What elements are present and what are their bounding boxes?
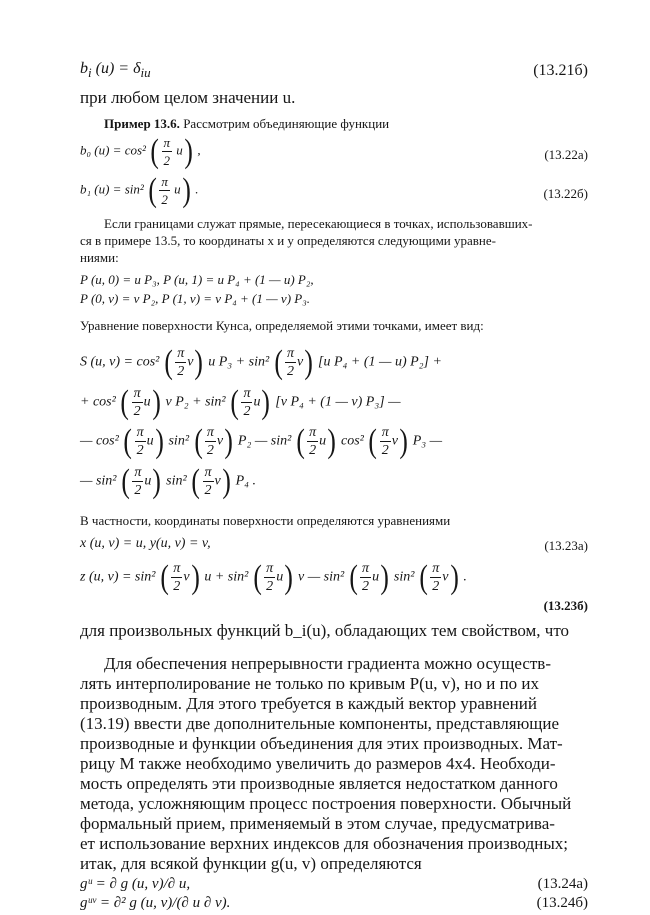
paragraph-line: производные и функции объединения для этих производных. Мат-: [80, 734, 563, 753]
equation-number: (13.24б): [536, 895, 588, 911]
paragraph-line: формальный прием, применяемый в этом случае, предусматрива-: [80, 814, 555, 833]
text-line: для произвольных функций b_i(u), обладающих тем свойством, что: [80, 621, 570, 640]
paragraph-line: Для обеспечения непрерывности градиента можно осуществ-: [104, 654, 551, 673]
equation-13-22b: b₁ (u) = sin² ( $\frac{\pi}{2}$ u) .: [80, 171, 199, 209]
paragraph-line: метода, усложняющим процесс построения поверхности. Обычный: [80, 794, 572, 813]
paragraph-line: лять интерполирование не только по кривым P(u, v), но и по их: [80, 674, 540, 693]
example-text: Рассмотрим объединяющие функции: [179, 116, 390, 131]
equation-13-23b: z (u, v) = sin² ( $\frac{\pi}{2}$ v) u + sin² ( $\frac{\pi}{2}$ u) v — sin² ( $\frac{\pi}{2}$ u) sin² ( $\frac{\pi}{2}$ v) .: [80, 558, 467, 596]
equation-13-23a: x (u, v) = u, y(u, v) = v,: [80, 536, 211, 551]
eq-text: b: [80, 60, 88, 77]
eq-subscript: i: [88, 65, 92, 81]
text-line: Если границами служат прямые, пересекающиеся в точках, использовавших-: [104, 216, 533, 231]
coons-line-4: — sin² ( $\frac{\pi}{2}$ u) sin² ( $\frac{\pi}{2}$ v) P₄ .: [80, 462, 257, 500]
equation-13-22a: b₀ (u) = cos² ( $\frac{\pi}{2}$ u) ,: [80, 132, 201, 170]
text-line: ся в примере 13.5, то координаты x и y определяются следующими уравне-: [80, 233, 496, 248]
boundary-equation: P (0, v) = v P₂, P (1, v) = v P₄ + (1 — v) P₃.: [80, 291, 310, 306]
equation-13-21b: [80, 60, 151, 81]
paragraph-line: ет использование верхних индексов для обозначения производных;: [80, 834, 569, 853]
eq-text: δ: [133, 60, 141, 77]
eq-text: u: [174, 181, 181, 197]
fraction: $\frac{\pi}{2}$: [163, 135, 171, 168]
paragraph-line: мость определять эти производные является недостатком данного: [80, 774, 558, 793]
eq-text: .: [191, 181, 199, 197]
text-line: при любом целом значении u.: [80, 88, 296, 107]
paragraph-line: итак, для всякой функции g(u, v) определяются: [80, 854, 422, 873]
paragraph-line: производным. Для этого требуется в каждый вектор уравнений: [80, 694, 537, 713]
example-heading: [104, 116, 389, 132]
equation-number: (13.23а): [544, 538, 588, 553]
eq-text: b₁ (u) = sin²: [80, 181, 144, 197]
eq-text: ,: [194, 142, 201, 158]
text-line: ниями:: [80, 250, 119, 265]
equation-13-24a: gᵘ = ∂ g (u, v)/∂ u,: [80, 876, 191, 892]
fraction: $\frac{\pi}{2}$: [161, 174, 168, 207]
text-line: В частности, координаты поверхности определяются уравнениями: [80, 513, 451, 528]
eq-text: u: [176, 142, 183, 158]
paragraph-line: рицу M также необходимо увеличить до размеров 4х4. Необходи-: [80, 754, 556, 773]
coons-line-1: S (u, v) = cos² ( $\frac{\pi}{2}$ v) u P₃ + sin² ( $\frac{\pi}{2}$ v) [u P₄ + (1 — u) P₂] +: [80, 343, 442, 381]
equation-number: (13.21б): [533, 62, 588, 79]
equation-number: (13.23б): [543, 598, 588, 613]
equation-13-24b: gᵘᵛ = ∂² g (u, v)/(∂ u ∂ v).: [80, 895, 231, 911]
eq-text: b₀ (u) = cos²: [80, 142, 146, 158]
coons-line-2: + cos² ( $\frac{\pi}{2}$ u) v P₂ + sin² ( $\frac{\pi}{2}$ u) [v P₄ + (1 — v) P₃] —: [80, 383, 401, 421]
boundary-equation: P (u, 0) = u P₃, P (u, 1) = u P₄ + (1 — u) P₂,: [80, 272, 314, 287]
text-line: Уравнение поверхности Кунса, определяемой этими точками, имеет вид:: [80, 318, 484, 333]
eq-subscript: iu: [140, 65, 151, 81]
eq-text: (u) =: [91, 60, 134, 77]
equation-number: (13.24а): [537, 876, 588, 892]
example-label: Пример 13.6.: [104, 116, 180, 131]
coons-line-3: — cos² ( $\frac{\pi}{2}$ u) sin² ( $\frac{\pi}{2}$ v) P₂ — sin² ( $\frac{\pi}{2}$ u) cos² ( $\frac{\pi}{2}$ v) P₃ —: [80, 422, 443, 460]
equation-number: (13.22а): [544, 147, 588, 162]
equation-number: (13.22б): [543, 186, 588, 201]
paragraph-line: (13.19) ввести две дополнительные компоненты, представляющие: [80, 714, 560, 733]
